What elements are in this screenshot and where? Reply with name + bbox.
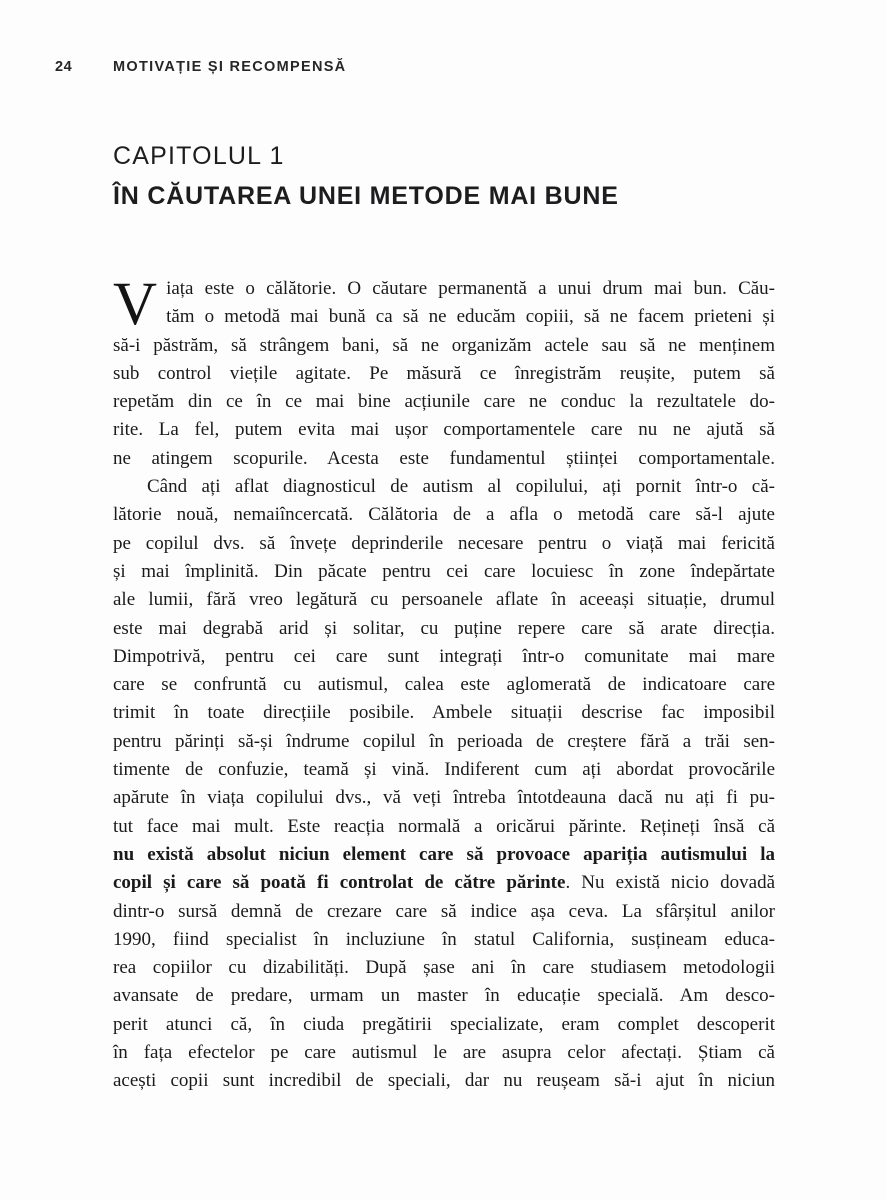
- text-line: [113, 982, 775, 1010]
- text-line: [113, 416, 775, 444]
- text-line: [113, 1039, 775, 1067]
- text-line: [113, 1011, 775, 1039]
- text-line: [113, 332, 775, 360]
- chapter-title: ÎN CĂUTAREA UNEI METODE MAI BUNE: [113, 182, 619, 210]
- text-line: [113, 275, 775, 303]
- text-segment: care se confruntă cu autismul, calea este aglomerată de indicatoare care: [113, 674, 775, 696]
- body-text: [113, 271, 775, 1096]
- page-header: [55, 59, 346, 76]
- text-segment: dintr-o sursă demnă de crezare care să indice așa ceva. La sfârșitul anilor: [113, 900, 775, 922]
- chapter-kicker: CAPITOLUL 1: [113, 142, 285, 170]
- text-segment: perit atunci că, în ciuda pregătirii specializate, eram complet descoperit: [113, 1013, 775, 1035]
- text-segment: acești copii sunt incredibil de speciali, dar nu reușeam să-i ajut în niciun: [113, 1070, 775, 1092]
- text-segment: timente de confuzie, teamă și vină. Indiferent cum ați abordat provocările: [113, 759, 775, 781]
- text-segment: repetăm din ce în ce mai bine acțiunile care ne conduc la rezultatele do-: [113, 391, 775, 413]
- drop-cap: V: [113, 271, 158, 338]
- running-head: MOTIVAȚIE ȘI RECOMPENSĂ: [113, 59, 347, 75]
- text-line: [113, 501, 775, 529]
- text-line: [113, 898, 775, 926]
- text-segment: și mai împlinită. Din păcate pentru cei care locuiesc în zone îndepărtate: [113, 560, 775, 582]
- text-line: [113, 586, 775, 614]
- bold-text-segment: nu există absolut niciun element care să provoace apariția autismului la: [113, 843, 775, 865]
- text-line: [113, 558, 775, 586]
- text-line: [113, 615, 775, 643]
- text-segment: sub control viețile agitate. Pe măsură ce înregistrăm reușite, putem să: [113, 362, 775, 384]
- text-segment: rea copiilor cu dizabilități. După șase ani în care studiasem metodologii: [113, 957, 775, 979]
- text-segment: să-i păstrăm, să strângem bani, să ne organizăm actele sau să ne menținem: [113, 334, 775, 356]
- text-line: [113, 813, 775, 841]
- text-segment: avansate de predare, urmam un master în educație specială. Am desco-: [113, 985, 775, 1007]
- text-line: [113, 728, 775, 756]
- text-segment: Când ați aflat diagnosticul de autism al copilului, ați pornit într-o că-: [147, 476, 775, 498]
- text-segment: 1990, fiind specialist în incluziune în statul California, susțineam educa-: [113, 928, 775, 950]
- text-line: [113, 869, 775, 897]
- text-segment: trimit în toate direcțiile posibile. Ambele situații descrise fac imposibil: [113, 702, 775, 724]
- text-segment: tut face mai mult. Este reacția normală a oricărui părinte. Rețineți însă că: [113, 815, 775, 837]
- text-line: [113, 530, 775, 558]
- paragraph: [113, 271, 775, 473]
- chapter-heading: [113, 136, 619, 216]
- text-line: [113, 1067, 775, 1095]
- text-segment: este mai degrabă arid și solitar, cu puține repere care să arate direcția.: [113, 617, 775, 639]
- text-line: [113, 303, 775, 331]
- text-line: [113, 388, 775, 416]
- text-line: [113, 926, 775, 954]
- text-segment: ale lumii, fără vreo legătură cu persoanele aflate în aceeași situație, drumul: [113, 589, 775, 611]
- text-segment: Dimpotrivă, pentru cei care sunt integrați într-o comunitate mai mare: [113, 645, 775, 667]
- text-segment: pentru părinți să-și îndrume copilul în perioada de creștere fără a trăi sen-: [113, 730, 775, 752]
- page-number: 24: [55, 59, 73, 75]
- text-line: [113, 473, 775, 501]
- text-line: [113, 784, 775, 812]
- text-line: [113, 699, 775, 727]
- text-segment: . Nu există nicio dovadă: [565, 872, 775, 894]
- bold-text-segment: copil și care să poată fi controlat de către părinte: [113, 872, 566, 894]
- text-segment: lătorie nouă, nemaiîncercată. Călătoria de a afla o metodă care să-l ajute: [113, 504, 775, 526]
- text-segment: apărute în viața copilului dvs., vă veți întreba întotdeauna dacă nu ați fi pu-: [113, 787, 775, 809]
- text-segment: iața este o călătorie. O căutare permanentă a unui drum mai bun. Cău-: [166, 278, 775, 299]
- text-line: [113, 360, 775, 388]
- text-line: [113, 643, 775, 671]
- text-line: [113, 445, 775, 473]
- paragraph: [113, 473, 775, 1096]
- text-segment: tăm o metodă mai bună ca să ne educăm copiii, să ne facem prieteni și: [166, 306, 775, 328]
- text-line: [113, 756, 775, 784]
- text-line: [113, 841, 775, 869]
- text-line: [113, 671, 775, 699]
- text-line: [113, 954, 775, 982]
- text-segment: ne atingem scopurile. Acesta este fundamentul științei comportamentale.: [113, 447, 775, 469]
- text-segment: în fața efectelor pe care autismul le are asupra celor afectați. Știam că: [113, 1042, 775, 1064]
- text-segment: rite. La fel, putem evita mai ușor comportamentele care nu ne ajută să: [113, 419, 775, 441]
- text-segment: pe copilul dvs. să învețe deprinderile necesare pentru o viață mai fericită: [113, 532, 775, 554]
